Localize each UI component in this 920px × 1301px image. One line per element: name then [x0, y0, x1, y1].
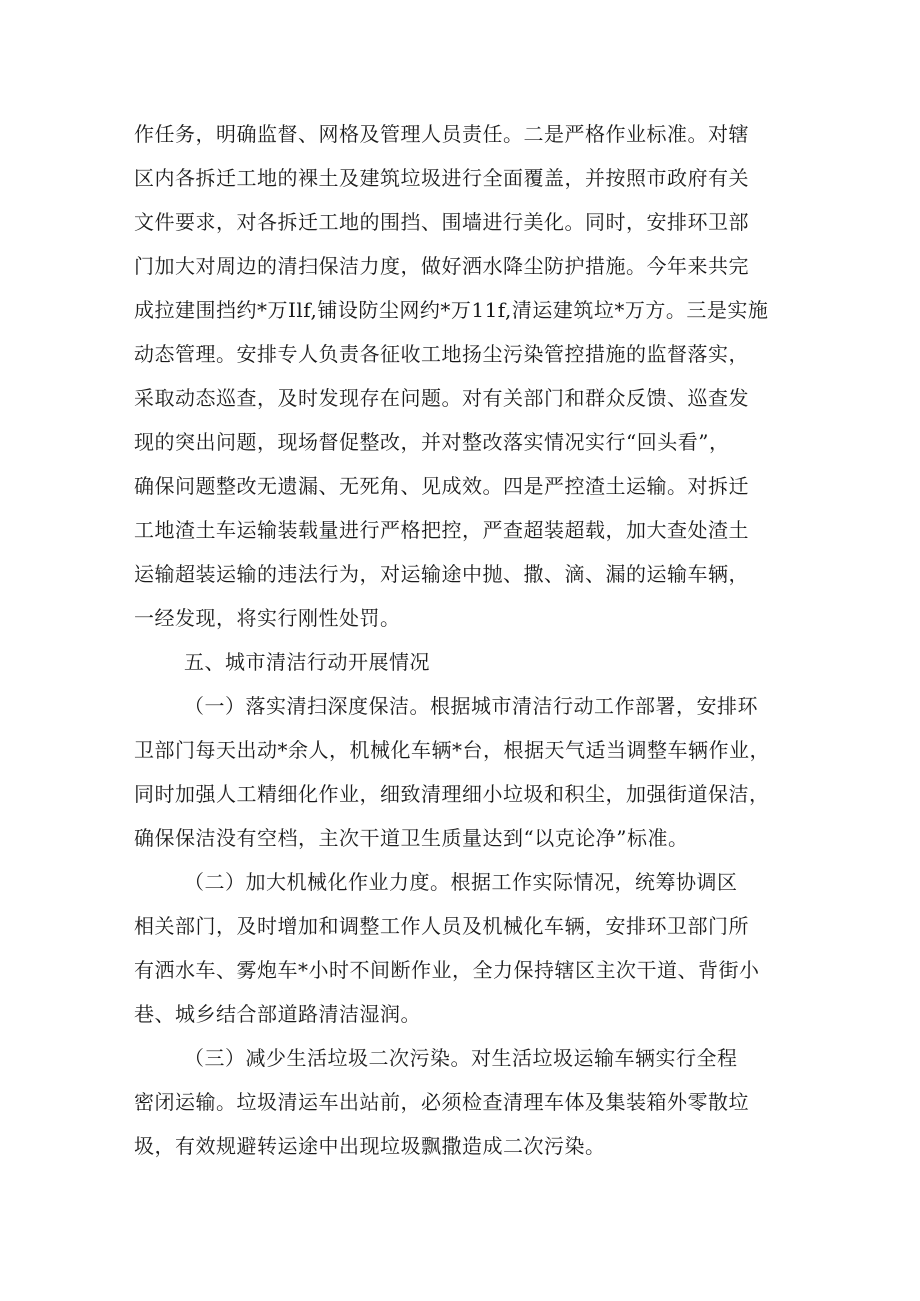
text-line: （三）减少生活垃圾二次污染。对生活垃圾运输车辆实行全程 — [184, 1046, 738, 1070]
text-line: 区内各拆迁工地的裸土及建筑垃圾进行全面覆盖，并按照市政府有关 — [134, 166, 749, 190]
text-line: 门加大对周边的清扫保洁力度，做好洒水降尘防护措施。今年来共完 — [134, 254, 749, 278]
text-line: 一经发现，将实行刚性处罚。 — [134, 606, 401, 630]
section-heading: 五、城市清洁行动开展情况 — [184, 650, 430, 674]
text-line: （二）加大机械化作业力度。根据工作实际情况，统筹协调区 — [184, 870, 738, 894]
text-line: 密闭运输。垃圾清运车出站前，必须检查清理车体及集装箱外零散垃 — [134, 1090, 749, 1114]
text-line: 工地渣土车运输装载量进行严格把控，严查超装超载，加大查处渣土 — [134, 518, 749, 542]
text-line: 动态管理。安排专人负责各征收工地扬尘污染管控措施的监督落实， — [134, 342, 749, 366]
text-line: 相关部门，及时增加和调整工作人员及机械化车辆，安排环卫部门所 — [134, 914, 749, 938]
text-line: 巷、城乡结合部道路清洁湿润。 — [134, 1002, 421, 1026]
text-line: （一）落实清扫深度保洁。根据城市清洁行动工作部署，安排环 — [184, 694, 758, 718]
text-line: 成拉建围挡约*万Ilf,铺设防尘网约*万11f,清运建筑垃*万方。三是实施 — [134, 298, 769, 322]
text-line: 圾，有效规避转运途中出现垃圾飘撒造成二次污染。 — [134, 1134, 606, 1158]
text-line: 作任务，明确监督、网格及管理人员责任。二是严格作业标准。对辖 — [134, 122, 749, 146]
text-line: 有洒水车、雾炮车*小时不间断作业，全力保持辖区主次干道、背街小 — [134, 958, 760, 982]
text-line: 确保保洁没有空档，主次干道卫生质量达到“以克论净”标准。 — [134, 826, 689, 850]
text-line: 文件要求，对各拆迁工地的围挡、围墙进行美化。同时，安排环卫部 — [134, 210, 749, 234]
text-line: 卫部门每天出动*余人，机械化车辆*台，根据天气适当调整车辆作业， — [134, 738, 770, 762]
text-line: 采取动态巡查，及时发现存在问题。对有关部门和群众反馈、巡查发 — [134, 386, 749, 410]
text-line: 同时加强人工精细化作业，细致清理细小垃圾和积尘，加强街道保洁， — [134, 782, 770, 806]
text-line: 确保问题整改无遗漏、无死角、见成效。四是严控渣土运输。对拆迁 — [134, 474, 749, 498]
text-line: 运输超装运输的违法行为，对运输途中抛、撒、滴、漏的运输车辆， — [134, 562, 749, 586]
text-line: 现的突出问题，现场督促整改，并对整改落实情况实行“回头看”， — [134, 430, 730, 454]
